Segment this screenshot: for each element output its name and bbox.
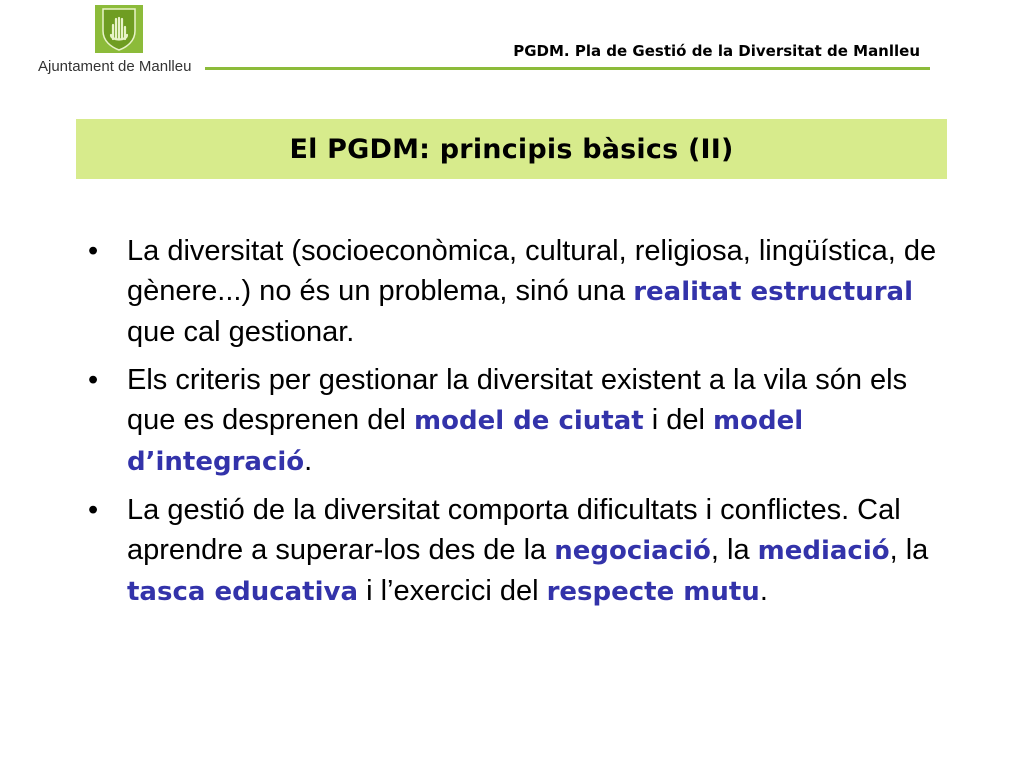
bullet-text: que cal gestionar. <box>127 316 355 348</box>
bullet-text: . <box>759 575 768 607</box>
bullet-text: La gestió de la diversitat comporta dificultats i conflictes. Cal aprendre a superar-los des de la <box>127 494 901 566</box>
header-divider <box>205 67 930 70</box>
bullet-dot: • <box>88 364 99 396</box>
slide-header <box>0 0 1024 80</box>
bullet-dot: • <box>88 494 99 526</box>
slide-title: El PGDM: principis bàsics (II) <box>289 133 734 165</box>
bullet-highlight: tasca educativa <box>127 577 359 607</box>
bullet-highlight: realitat estructural <box>633 277 913 307</box>
slide-title-box <box>76 119 947 179</box>
document-title: PGDM. Pla de Gestió de la Diversitat de Manlleu <box>513 42 920 60</box>
bullet-highlight: mediació <box>757 536 890 566</box>
bullet-text: , la <box>710 534 758 566</box>
bullet-text: , la <box>889 534 929 566</box>
bullet-item <box>88 360 948 482</box>
bullet-highlight: negociació <box>554 536 711 566</box>
bullet-highlight: model de ciutat <box>414 406 644 436</box>
bullet-text: . <box>304 445 313 477</box>
bullet-highlight: respecte mutu <box>546 577 760 607</box>
bullet-text: Els criteris per gestionar la diversitat existent a la vila són els que es desprenen del <box>127 364 908 436</box>
bullet-text: i del <box>643 404 714 436</box>
bullet-item <box>88 231 948 352</box>
hand-shield-icon <box>95 5 143 53</box>
org-name: Ajuntament de Manlleu <box>38 58 192 75</box>
bullet-text: La diversitat (socioeconòmica, cultural, religiosa, lingüística, de gènere...) no és un problema, sinó una <box>127 235 937 307</box>
bullet-text: i l’exercici del <box>358 575 547 607</box>
bullet-highlight: model d’integració <box>127 406 804 477</box>
bullet-list <box>88 231 948 620</box>
bullet-dot: • <box>88 235 99 267</box>
bullet-item <box>88 490 948 612</box>
